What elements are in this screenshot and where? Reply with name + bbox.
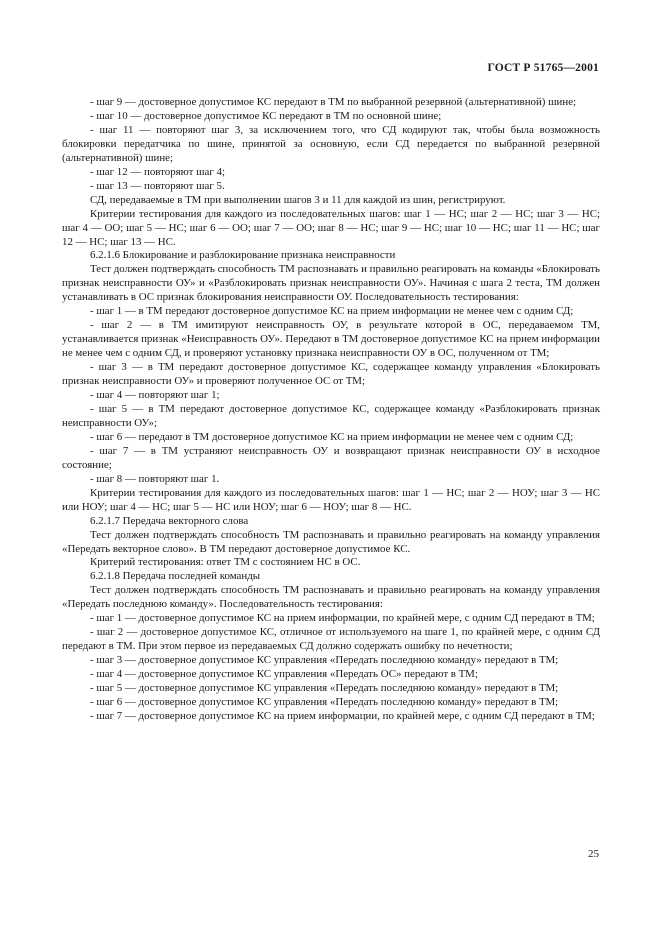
paragraph: Критерии тестирования для каждого из последовательных шагов: шаг 1 — НС; шаг 2 — НОУ; шаг 3 — НС или НОУ; шаг 4 — НС; шаг 5 — НС или НОУ; шаг 6 — НОУ; шаг 8 — НС.: [62, 486, 600, 513]
paragraph: - шаг 5 — в ТМ передают достоверное допустимое КС, содержащее команду «Разблокировать признак неисправности ОУ»;: [62, 402, 600, 429]
paragraph: - шаг 9 — достоверное допустимое КС передают в ТМ по выбранной резервной (альтернативной) шине;: [90, 96, 577, 108]
paragraph: - шаг 6 — передают в ТМ достоверное допустимое КС на прием информации не менее чем с одним СД;: [90, 430, 574, 443]
paragraph: - шаг 1 — достоверное допустимое КС на прием информации, по крайней мере, с одним СД передают в ТМ;: [90, 612, 595, 625]
paragraph: - шаг 5 — достоверное допустимое КС управления «Передать последнюю команду» передают в ТМ;: [90, 682, 559, 695]
paragraph: - шаг 1 — в ТМ передают достоверное допустимое КС на прием информации не менее чем с одним СД;: [90, 305, 574, 318]
paragraph: - шаг 11 — повторяют шаг 3, за исключением того, что СД кодируют так, чтобы была возможность блокировки передатчика по шине, принятой за основную, если СД передается по выбранной резервной (альтернативной) шине;: [62, 123, 600, 164]
paragraph: - шаг 7 — в ТМ устраняют неисправность ОУ и возвращают признак неисправности ОУ в исходное состояние;: [62, 444, 600, 471]
section-heading: 6.2.1.8 Передача последней команды: [90, 570, 261, 583]
paragraph: - шаг 2 — в ТМ имитируют неисправность ОУ, в результате которой в ОС, передаваемом ТМ, устанавливается признак «Неисправность ОУ». Передают в ТМ достоверное допустимое КС на прием информации не менее чем с одним СД, и проверяют установку признака неисправности ОУ в ОС, полученном от ТМ;: [62, 319, 600, 360]
paragraph: - шаг 4 — достоверное допустимое КС управления «Передать ОС» передают в ТМ;: [90, 668, 478, 681]
section-heading: 6.2.1.6 Блокирование и разблокирование признака неисправности: [90, 249, 396, 262]
paragraph: - шаг 3 — достоверное допустимое КС управления «Передать последнюю команду» передают в ТМ;: [90, 654, 559, 667]
section-heading: 6.2.1.7 Передача векторного слова: [90, 514, 249, 527]
paragraph: Тест должен подтверждать способность ТМ распознавать и правильно реагировать на команду управления «Передать последнюю команду». Последовательность тестирования:: [62, 584, 600, 611]
paragraph: Тест должен подтверждать способность ТМ распознавать и правильно реагировать на команду управления «Передать векторное слово». В ТМ передают достоверное допустимое КС.: [62, 528, 600, 555]
paragraph: - шаг 6 — достоверное допустимое КС управления «Передать последнюю команду» передают в ТМ;: [90, 695, 559, 708]
document-code: ГОСТ Р 51765—2001: [487, 62, 599, 74]
paragraph: - шаг 10 — достоверное допустимое КС передают в ТМ по основной шине;: [90, 109, 442, 122]
paragraph: - шаг 3 — в ТМ передают достоверное допустимое КС, содержащее команду управления «Блокировать признак неисправности ОУ» и проверяют полученное ОС от ТМ;: [62, 361, 600, 388]
paragraph: Критерий тестирования: ответ ТМ с состоянием НС в ОС.: [90, 556, 361, 569]
paragraph: - шаг 12 — повторяют шаг 4;: [90, 165, 225, 178]
paragraph: СД, передаваемые в ТМ при выполнении шагов 3 и 11 для каждой из шин, регистрируют.: [90, 193, 506, 206]
paragraph: - шаг 13 — повторяют шаг 5.: [90, 179, 225, 192]
page-number: 25: [588, 848, 599, 860]
paragraph: - шаг 2 — достоверное допустимое КС, отличное от используемого на шаге 1, по крайней мере, с одним СД передают в ТМ. При этом первое из передаваемых СД должно содержать ошибку по нечетности;: [62, 626, 600, 653]
document-body: [62, 96, 600, 724]
paragraph: Тест должен подтверждать способность ТМ распознавать и правильно реагировать на команды «Блокировать признак неисправности ОУ» и «Разблокировать признак неисправности ОУ». Начиная с шага 2 теста, ТМ должен устанавливать в ОС признак блокирования неисправности ОУ. Последовательность тестирования:: [62, 263, 600, 304]
paragraph: - шаг 7 — достоверное допустимое КС на прием информации, по крайней мере, с одним СД передают в ТМ;: [90, 709, 595, 722]
paragraph: - шаг 8 — повторяют шаг 1.: [90, 472, 220, 485]
paragraph: Критерии тестирования для каждого из последовательных шагов: шаг 1 — НС; шаг 2 — НС; шаг 3 — НС; шаг 4 — ОО; шаг 5 — НС; шаг 6 — ОО; шаг 7 — ОО; шаг 8 — НС; шаг 9 — НС; шаг 10 — НС; шаг 11 — НС; шаг 12 — НС; шаг 13 — НС.: [62, 207, 600, 248]
paragraph: - шаг 4 — повторяют шаг 1;: [90, 389, 220, 402]
